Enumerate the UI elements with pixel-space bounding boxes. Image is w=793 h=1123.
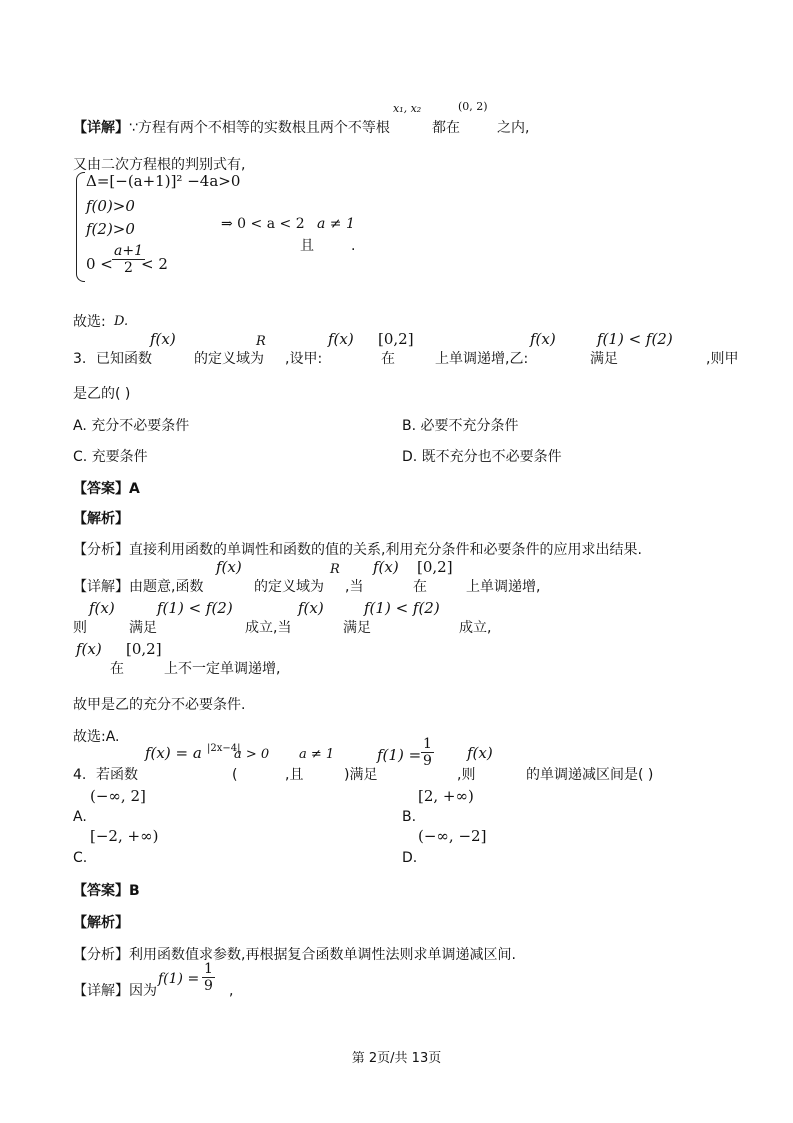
system-line-1: Δ=[−(a+1)]² −4a>0 <box>86 172 241 190</box>
q4-option-d-value: (−∞, −2] <box>418 827 487 845</box>
q4-text-5: ,则 <box>457 767 476 783</box>
q3-text-2: 的定义域为 <box>194 351 264 367</box>
q3-fenxi: 【分析】直接利用函数的单调性和函数的值的关系,利用充分条件和必要条件的应用求出结果. <box>73 542 642 558</box>
q3-choose: 故选:A. <box>73 729 120 745</box>
q3-d-l1d: 在 <box>413 579 427 595</box>
q3-inequality: f(1) < f(2) <box>597 330 673 348</box>
system-line-3: f(2)>0 <box>86 220 135 238</box>
q3-d-l1a: 【详解】由题意,函数 <box>73 579 204 595</box>
q3-conclusion: 故甲是乙的充分不必要条件. <box>73 697 246 713</box>
q3-d-l2b: 满足 <box>129 620 157 636</box>
q3-d-fx-1: f(x) <box>216 558 242 576</box>
q4-a-gt-0: a > 0 <box>234 747 270 762</box>
q4-cond-fraction <box>421 736 434 769</box>
q3-d-l1b: 的定义域为 <box>254 579 324 595</box>
intro-choose: 故选: <box>73 314 106 330</box>
q4-function: f(x) = a <box>145 744 202 762</box>
intro-choose-answer: D. <box>114 314 129 329</box>
q3-text-6: 满足 <box>590 351 618 367</box>
q3-interval: [0,2] <box>378 330 414 348</box>
q4-option-a-value: (−∞, 2] <box>90 787 146 805</box>
q3-option-b: B. 必要不充分条件 <box>402 418 519 434</box>
q3-d-fx-4: f(x) <box>298 599 324 617</box>
q3-text-3: ,设甲: <box>285 351 323 367</box>
q4-text-2: ( <box>232 767 238 783</box>
q3-option-d: D. 既不充分也不必要条件 <box>402 449 562 465</box>
q4-option-a-label: A. <box>73 809 87 825</box>
q3-text-4: 在 <box>381 351 395 367</box>
q4-detail-cond-left: f(1) = <box>158 971 200 987</box>
q3-fx-2: f(x) <box>328 330 354 348</box>
q3-d-l2d: 满足 <box>343 620 371 636</box>
roots-label: x₁, x₂ <box>393 102 422 115</box>
q3-d-l1c: ,当 <box>345 579 364 595</box>
intro-line1-end: 之内, <box>497 120 530 136</box>
q4-fx: f(x) <box>467 744 493 762</box>
q3-d-R: R <box>330 562 340 577</box>
q3-d-l2a: 则 <box>73 620 87 636</box>
q4-a-ne-1: a ≠ 1 <box>299 747 335 762</box>
q4-text-6: 的单调递减区间是( ) <box>526 767 654 783</box>
q4-number: 4. <box>73 767 87 783</box>
q3-d-l1e: 上单调递增, <box>466 579 541 595</box>
detail-label: 【详解】 <box>73 120 129 136</box>
q3-d-fx-3: f(x) <box>89 599 115 617</box>
q3-analysis-label: 【解析】 <box>73 511 129 527</box>
q3-fx-3: f(x) <box>530 330 556 348</box>
q4-detail-num: 1 <box>204 961 213 977</box>
a-not-one: a ≠ 1 <box>317 216 355 232</box>
and-word: 且 <box>300 238 314 254</box>
q3-d-l3a: 在 <box>110 661 124 677</box>
system-frac-den: 2 <box>124 260 133 276</box>
q4-detail-fraction <box>202 961 215 994</box>
q3-number: 3. <box>73 351 87 367</box>
q3-line2: 是乙的( ) <box>73 386 131 402</box>
q4-answer: 【答案】B <box>73 883 140 899</box>
q4-cond-left: f(1) = <box>377 746 422 764</box>
q4-option-d-label: D. <box>402 850 418 866</box>
q4-fenxi: 【分析】利用函数值求参数,再根据复合函数单调性法则求单调递减区间. <box>73 947 516 963</box>
q3-text-7: ,则甲 <box>706 351 739 367</box>
q3-d-interval-2: [0,2] <box>126 640 162 658</box>
q3-text-5: 上单调递增,乙: <box>435 351 529 367</box>
q4-detail-den: 9 <box>204 978 213 994</box>
q3-answer: 【答案】A <box>73 481 140 497</box>
q3-d-ineq-1: f(1) < f(2) <box>157 599 233 617</box>
q4-option-c-label: C. <box>73 850 88 866</box>
q3-option-a: A. 充分不必要条件 <box>73 418 190 434</box>
system-line-4-left: 0 < <box>86 255 113 273</box>
intro-line1-mid: 都在 <box>432 120 460 136</box>
q4-option-b-value: [2, +∞) <box>418 787 474 805</box>
q3-d-l2c: 成立,当 <box>245 620 292 636</box>
q3-text-1: 已知函数 <box>96 351 152 367</box>
system-line-4-right: < 2 <box>141 255 168 273</box>
intro-line1: ∵方程有两个不相等的实数根且两个不等根 <box>129 120 390 136</box>
q3-d-l2e: 成立, <box>459 620 492 636</box>
page-footer: 第 2页/共 13页 <box>351 1051 442 1066</box>
q4-cond-den: 9 <box>423 753 432 769</box>
interval-label: (0, 2) <box>458 100 488 113</box>
q4-text-4: )满足 <box>344 767 378 783</box>
q4-text-3: ,且 <box>285 767 304 783</box>
system-frac-num: a+1 <box>114 243 143 259</box>
q4-detail-label: 【详解】因为 <box>73 983 157 999</box>
intro-period: . <box>351 238 356 254</box>
q3-d-ineq-2: f(1) < f(2) <box>364 599 440 617</box>
system-brace <box>76 172 85 282</box>
q3-option-c: C. 充要条件 <box>73 449 148 465</box>
q3-fx-1: f(x) <box>150 330 176 348</box>
implies-range: ⇒ 0 < a < 2 <box>221 216 305 232</box>
q3-d-l3b: 上不一定单调递增, <box>164 661 281 677</box>
q3-d-fx-2: f(x) <box>373 558 399 576</box>
q4-option-b-label: B. <box>402 809 417 825</box>
q4-cond-num: 1 <box>423 736 432 752</box>
q4-exponent: |2x−4| <box>207 743 241 754</box>
q3-d-fx-5: f(x) <box>76 640 102 658</box>
system-line-2: f(0)>0 <box>86 197 135 215</box>
q4-text-1: 若函数 <box>96 767 138 783</box>
intro-line2: 又由二次方程根的判别式有, <box>73 157 246 173</box>
q3-R: R <box>256 334 266 349</box>
q4-detail-end: , <box>229 983 234 999</box>
q3-d-interval-1: [0,2] <box>417 558 453 576</box>
q4-analysis-label: 【解析】 <box>73 915 129 931</box>
q4-option-c-value: [−2, +∞) <box>90 827 159 845</box>
